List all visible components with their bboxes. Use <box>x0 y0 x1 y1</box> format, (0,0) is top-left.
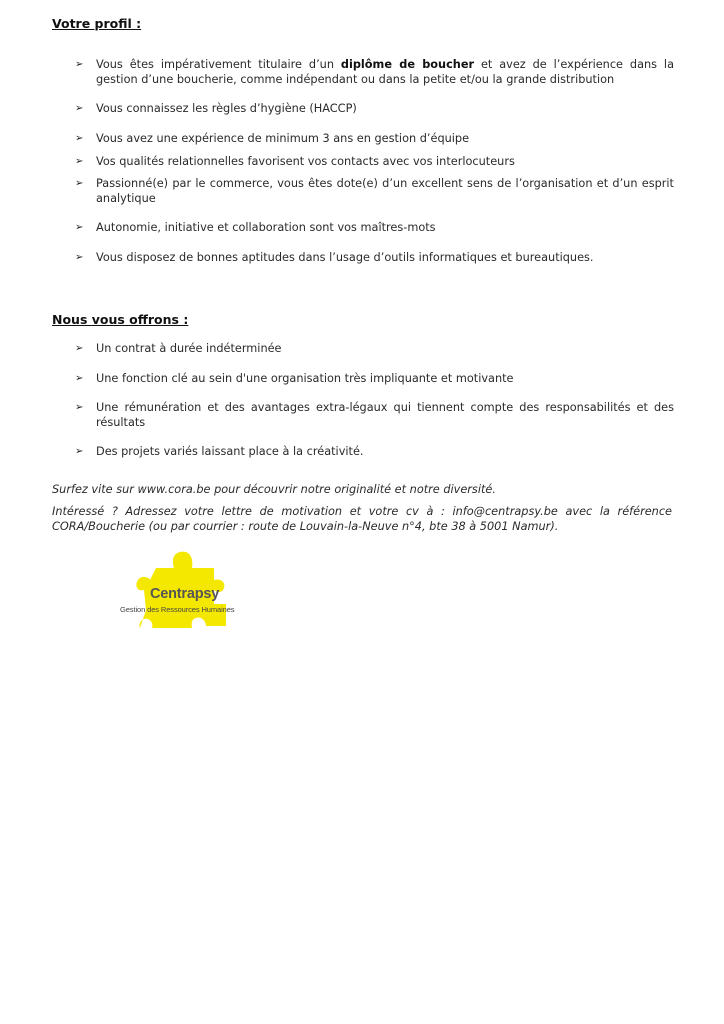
arrow-bullet-icon: ➢ <box>75 178 84 189</box>
offre-item-1: ➢ Un contrat à durée indéterminée <box>75 342 282 355</box>
arrow-bullet-icon: ➢ <box>75 343 84 354</box>
arrow-bullet-icon: ➢ <box>75 373 84 384</box>
arrow-bullet-icon: ➢ <box>75 222 84 233</box>
profil-item-6: ➢ Autonomie, initiative et collaboration sont vos maîtres-mots <box>75 221 436 234</box>
arrow-bullet-icon: ➢ <box>75 103 84 114</box>
contact-note: Intéressé ? Adressez votre lettre de motivation et votre cv à : info@centrapsy.be avec la référence CORA/Boucherie (ou par courrier : route de Louvain-la-Neuve n°4, bte 38 à 5001 Namur). <box>52 505 672 533</box>
profil-item-5: ➢ Passionné(e) par le commerce, vous êtes dote(e) d’un excellent sens de l’organisation et d’un esprit analytique <box>75 177 674 205</box>
arrow-bullet-icon: ➢ <box>75 156 84 167</box>
arrow-bullet-icon: ➢ <box>75 59 84 70</box>
offre-heading: Nous vous offrons : <box>52 312 189 327</box>
logo-name: Centrapsy <box>150 586 220 602</box>
profil-item-4: ➢ Vos qualités relationnelles favorisent vos contacts avec vos interlocuteurs <box>75 155 515 168</box>
centrapsy-logo <box>116 550 256 630</box>
arrow-bullet-icon: ➢ <box>75 252 84 263</box>
profil-item-1: ➢ Vous êtes impérativement titulaire d’un diplôme de boucher et avez de l’expérience dans la gestion d’une boucherie, comme indépendant ou dans la petite et/ou la grande distribution <box>75 58 674 86</box>
website-note: Surfez vite sur www.cora.be pour découvrir notre originalité et notre diversité. <box>52 483 496 496</box>
arrow-bullet-icon: ➢ <box>75 402 84 413</box>
offre-item-3: ➢ Une rémunération et des avantages extra-légaux qui tiennent compte des responsabilités et des résultats <box>75 401 674 429</box>
arrow-bullet-icon: ➢ <box>75 446 84 457</box>
profil-item-3: ➢ Vous avez une expérience de minimum 3 ans en gestion d’équipe <box>75 132 470 145</box>
offre-item-2: ➢ Une fonction clé au sein d'une organisation très impliquante et motivante <box>75 372 514 385</box>
diplome-emphasis: diplôme de boucher <box>340 58 475 71</box>
profil-item-7: ➢ Vous disposez de bonnes aptitudes dans l’usage d’outils informatiques et bureautiques. <box>75 251 594 264</box>
profil-heading: Votre profil : <box>52 16 142 31</box>
profil-item-2: ➢ Vous connaissez les règles d’hygiène (HACCP) <box>75 102 357 115</box>
logo-subtitle: Gestion des Ressources Humaines <box>120 605 235 614</box>
offre-item-4: ➢ Des projets variés laissant place à la créativité. <box>75 445 364 458</box>
arrow-bullet-icon: ➢ <box>75 133 84 144</box>
